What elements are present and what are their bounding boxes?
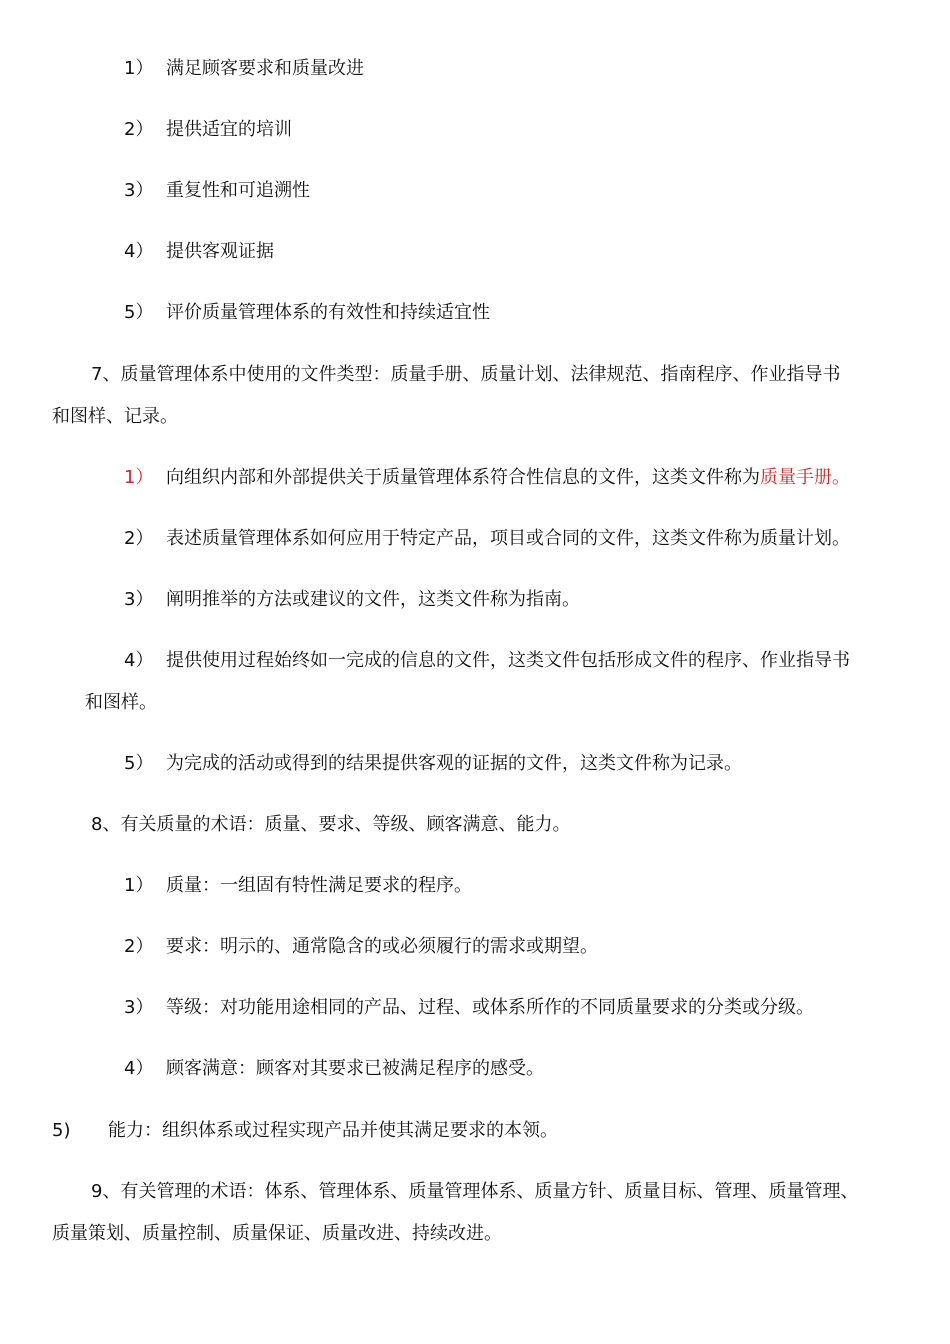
- section-heading-continuation: 和图样、记录。: [52, 406, 178, 427]
- item-number: 3）: [124, 589, 154, 610]
- item-number: 3）: [124, 180, 154, 201]
- item-number: 1）: [124, 875, 154, 896]
- section-heading-continuation: 质量策划、质量控制、质量保证、质量改进、持续改进。: [52, 1223, 502, 1244]
- item-text: 提供使用过程始终如一完成的信息的文件，这类文件包括形成文件的程序、作业指导书: [166, 650, 850, 671]
- item-number: 3）: [124, 997, 154, 1018]
- section-heading: 9、有关管理的术语：体系、管理体系、质量管理体系、质量方针、质量目标、管理、质量管理、: [91, 1181, 859, 1202]
- item-text: 能力：组织体系或过程实现产品并使其满足要求的本领。: [108, 1120, 558, 1141]
- item-number: 5）: [124, 753, 154, 774]
- item-text-main: 向组织内部和外部提供关于质量管理体系符合性信息的文件，这类文件称为: [166, 467, 760, 488]
- item-number: 4）: [124, 650, 154, 671]
- section-heading: 7、质量管理体系中使用的文件类型：质量手册、质量计划、法律规范、指南程序、作业指导书: [91, 364, 841, 385]
- item-text: 满足顾客要求和质量改进: [166, 58, 364, 79]
- item-number: 2）: [124, 528, 154, 549]
- item-text: 等级：对功能用途相同的产品、过程、或体系所作的不同质量要求的分类或分级。: [166, 997, 814, 1018]
- item-text: 重复性和可追溯性: [166, 180, 310, 201]
- item-text: 提供客观证据: [166, 241, 274, 262]
- item-text: 为完成的活动或得到的结果提供客观的证据的文件，这类文件称为记录。: [166, 753, 742, 774]
- item-number: 4）: [124, 241, 154, 262]
- item-number: 5）: [124, 302, 154, 323]
- item-number: 1）: [124, 58, 154, 79]
- item-number: 5): [52, 1120, 71, 1141]
- item-text: 提供适宜的培训: [166, 119, 292, 140]
- item-text: 阐明推举的方法或建议的文件，这类文件称为指南。: [166, 589, 580, 610]
- item-text: 表述质量管理体系如何应用于特定产品，项目或合同的文件，这类文件称为质量计划。: [166, 528, 850, 549]
- item-number: 1）: [124, 467, 154, 488]
- item-text: 顾客满意：顾客对其要求已被满足程序的感受。: [166, 1058, 544, 1079]
- highlighted-term: 质量手册。: [760, 467, 850, 488]
- item-number: 2）: [124, 119, 154, 140]
- item-text: 评价质量管理体系的有效性和持续适宜性: [166, 302, 490, 323]
- item-text: 要求：明示的、通常隐含的或必须履行的需求或期望。: [166, 936, 598, 957]
- item-text: 质量：一组固有特性满足要求的程序。: [166, 875, 472, 896]
- item-number: 4）: [124, 1058, 154, 1079]
- item-text-continuation: 和图样。: [85, 692, 157, 713]
- section-heading: 8、有关质量的术语：质量、要求、等级、顾客满意、能力。: [91, 814, 571, 835]
- item-number: 2）: [124, 936, 154, 957]
- item-text: [166, 466, 850, 490]
